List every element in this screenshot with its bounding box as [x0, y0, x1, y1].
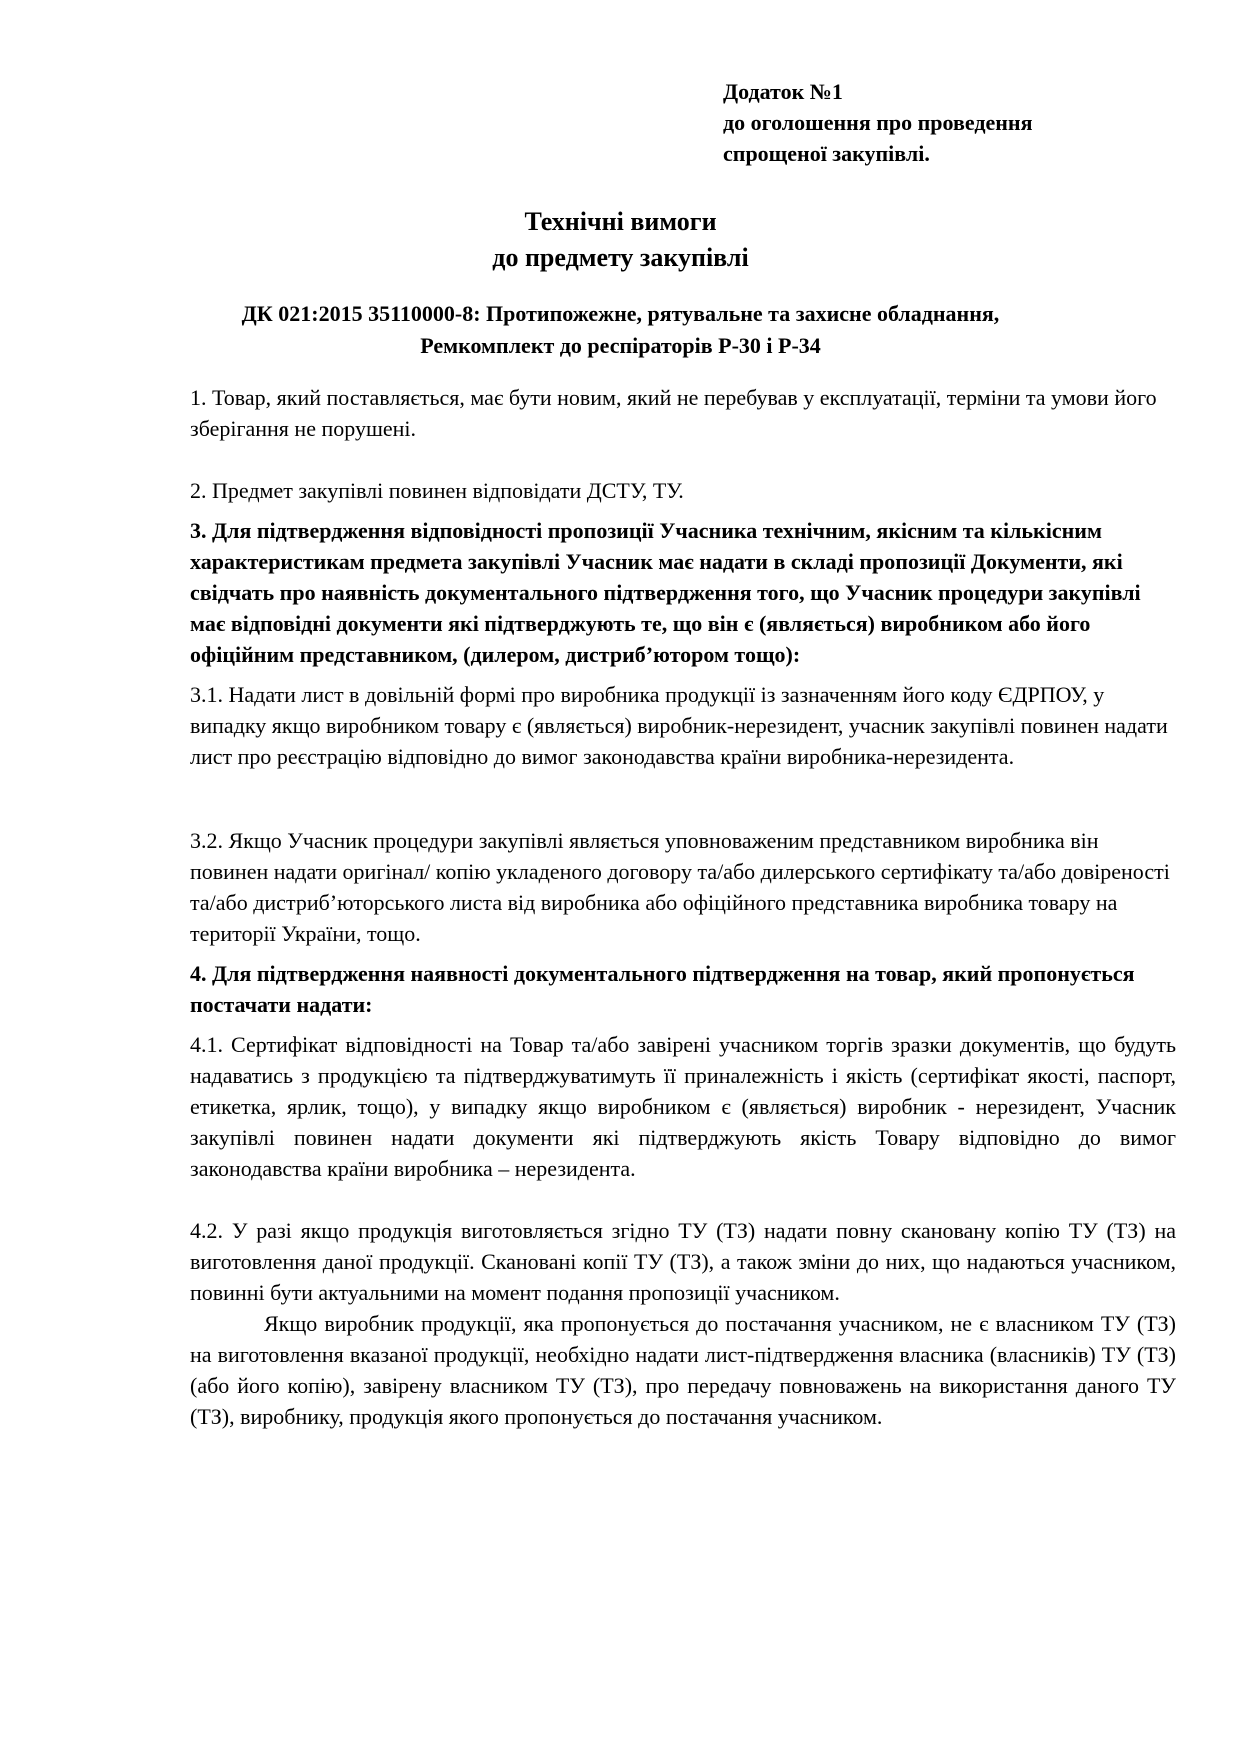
annex-header	[723, 76, 1033, 169]
paragraph-4-3: Якщо виробник продукції, яка пропонується до постачання учасником, не є власником ТУ (ТЗ) на виготовлення вказаної продукції, необхідно надати лист-підтвердження власника (власників) ТУ (ТЗ) (або його копію), завірену власником ТУ (ТЗ), про передачу повноважень на використання даного ТУ (ТЗ), виробнику, продукція якого пропонується до постачання учасником.	[190, 1311, 1176, 1429]
subject-line-2: Ремкомплект до респіраторів Р-30 і Р-34	[420, 333, 821, 358]
paragraph-4: 4. Для підтвердження наявності документального підтвердження на товар, який пропонується постачати надати:	[190, 961, 1135, 1017]
paragraph-3: 3. Для підтвердження відповідності пропозиції Учасника технічним, якісним та кількісним характеристикам предмета закупівлі Учасник має надати в складі пропозиції Документи, які свідчать про наявність документального підтвердження того, що Учасник процедури закупівлі має відповідні документи які підтверджують те, що він є (являється) виробником або його офіційним представником, (дилером, дистриб’ютором тощо):	[190, 518, 1141, 667]
paragraph-4-2: 4.2. У разі якщо продукція виготовляється згідно ТУ (ТЗ) надати повну скановану копію ТУ (ТЗ) на виготовлення даної продукції. Скановані копії ТУ (ТЗ), а також зміни до них, що надаються учасником, повинні бути актуальними на момент подання пропозиції учасником.	[190, 1218, 1176, 1305]
subject-line-1: ДК 021:2015 35110000-8: Протипожежне, рятувальне та захисне обладнання,	[241, 301, 1000, 326]
paragraph-3-1: 3.1. Надати лист в довільній формі про виробника продукції із зазначенням його коду ЄДРПОУ, у випадку якщо виробником товару є (являється) виробник-нерезидент, учасник закупівлі повинен надати лист про реєстрацію відповідно до вимог законодавства країни виробника-нерезидента.	[190, 682, 1168, 769]
annex-line-3: спрощеної закупівлі.	[723, 141, 930, 166]
title-line-2: до предмету закупівлі	[492, 243, 749, 272]
paragraph-1: 1. Товар, який поставляється, має бути новим, який не перебував у експлуатації, терміни та умови його зберігання не порушені.	[190, 385, 1157, 441]
annex-line-2: до оголошення про проведення	[723, 110, 1033, 135]
document-body	[190, 382, 1176, 1432]
procurement-subject	[0, 298, 1241, 362]
paragraph-3-2: 3.2. Якщо Учасник процедури закупівлі являється уповноваженим представником виробника він повинен надати оригінал/ копію укладеного договору та/або дилерського сертифікату та/або довіреності та/або дистриб’юторського листа від виробника або офіційного представника виробника товару на території України, тощо.	[190, 828, 1170, 946]
title-line-1: Технічні вимоги	[524, 207, 717, 236]
paragraph-2: 2. Предмет закупівлі повинен відповідати ДСТУ, ТУ.	[190, 478, 684, 503]
paragraph-4-1: 4.1. Сертифікат відповідності на Товар та/або завірені учасником торгів зразки документів, що будуть надаватись з продукцією та підтверджуватимуть її приналежність і якість (сертифікат якості, паспорт, етикетка, ярлик, тощо), у випадку якщо виробником є (являється) виробник - нерезидент, Учасник закупівлі повинен надати документи які підтверджують якість Товару відповідно до вимог законодавства країни виробника – нерезидента.	[190, 1032, 1176, 1181]
document-title	[0, 204, 1241, 276]
annex-number: Додаток №1	[723, 79, 843, 104]
